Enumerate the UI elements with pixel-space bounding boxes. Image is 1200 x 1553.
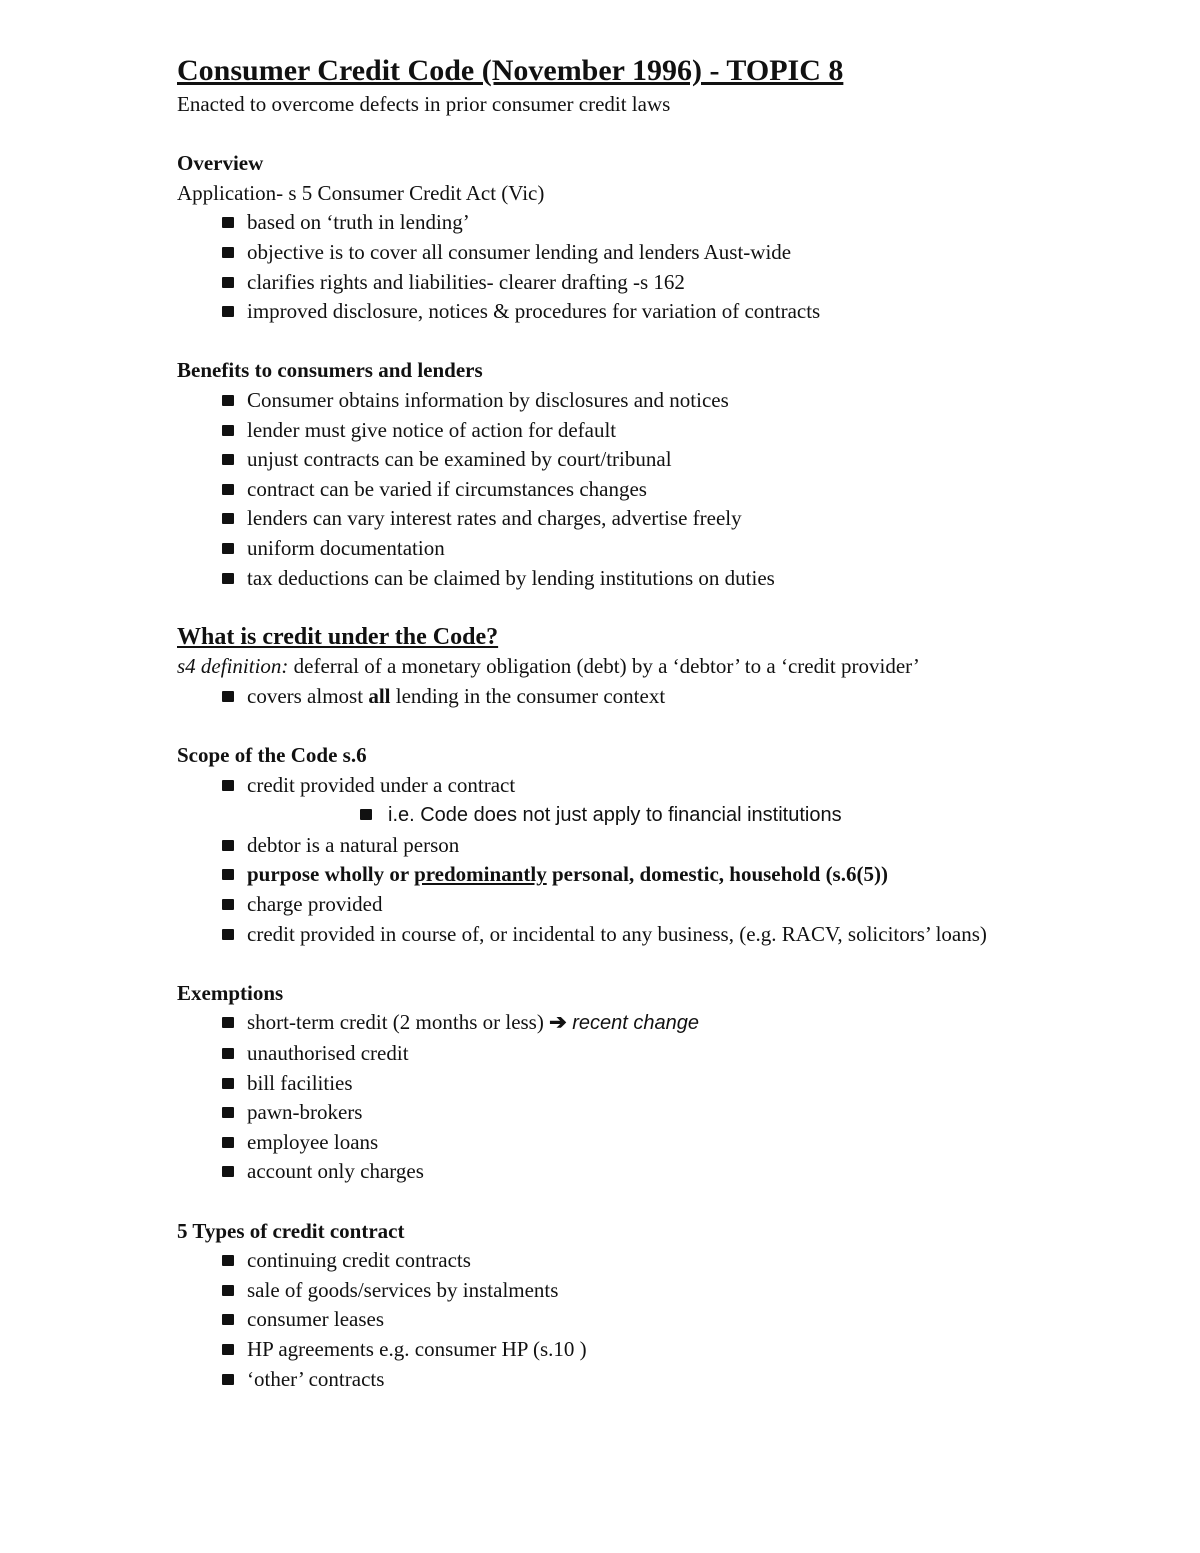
square-bullet-icon [222,277,234,288]
types-list [177,1246,1057,1394]
square-bullet-icon [222,425,234,436]
spacer [177,711,1057,741]
sub-list-item: i.e. Code does not just apply to financial institutions [177,800,1057,831]
list-item: based on ‘truth in lending’ [177,208,1057,238]
credit-list [177,682,1057,712]
square-bullet-icon [222,1137,234,1148]
square-bullet-icon [222,1374,234,1385]
square-bullet-icon [222,929,234,940]
square-bullet-icon [222,1078,234,1089]
square-bullet-icon [222,1107,234,1118]
list-item: contract can be varied if circumstances changes [177,475,1057,505]
list-item: objective is to cover all consumer lending and lenders Aust-wide [177,238,1057,268]
square-bullet-icon [360,809,372,820]
square-bullet-icon [222,1166,234,1177]
document-subtitle: Enacted to overcome defects in prior consumer credit laws [177,92,671,116]
list-item: charge provided [177,890,1057,920]
credit-heading: What is credit under the Code? [177,623,499,650]
square-bullet-icon [222,247,234,258]
square-bullet-icon [222,899,234,910]
overview-list [177,208,1057,326]
list-item: credit provided in course of, or incidental to any business, (e.g. RACV, solicitors’ loans) [177,920,1037,950]
spacer [177,327,1057,357]
spacer [177,949,1057,979]
list-item: unauthorised credit [177,1039,1057,1069]
list-item: clarifies rights and liabilities- clearer drafting -s 162 [177,268,1057,298]
square-bullet-icon [222,1017,234,1028]
square-bullet-icon [222,1314,234,1325]
spacer [177,120,1057,150]
list-item: ‘other’ contracts [177,1365,1057,1395]
scope-heading: Scope of the Code s.6 [177,743,367,768]
square-bullet-icon [222,1285,234,1296]
list-item: account only charges [177,1157,1057,1187]
overview-heading: Overview [177,151,264,176]
square-bullet-icon [222,780,234,791]
arrow-right-icon: ➔ [549,1010,567,1035]
square-bullet-icon [222,840,234,851]
definition-text: deferral of a monetary obligation (debt) by a ‘debtor’ to a ‘credit provider’ [288,654,920,679]
list-item: employee loans [177,1128,1057,1158]
document-page [177,52,1057,1394]
exemptions-list [177,1008,1057,1187]
square-bullet-icon [222,454,234,465]
benefits-list [177,386,1057,593]
types-heading: 5 Types of credit contract [177,1218,405,1243]
square-bullet-icon [222,543,234,554]
scope-list [177,771,1057,950]
list-item: purpose wholly or predominantly personal, domestic, household (s.6(5)) [177,860,1057,890]
benefits-heading: Benefits to consumers and lenders [177,358,483,383]
list-item: debtor is a natural person [177,831,1057,861]
square-bullet-icon [222,484,234,495]
spacer [177,1187,1057,1217]
list-item: consumer leases [177,1305,1057,1335]
credit-definition [177,652,1057,682]
list-item: improved disclosure, notices & procedures for variation of contracts [177,297,1057,327]
document-title: Consumer Credit Code (November 1996) - TOPIC 8 [177,54,844,87]
list-item: lender must give notice of action for default [177,416,1057,446]
list-item: lenders can vary interest rates and charges, advertise freely [177,504,1057,534]
definition-label: s4 definition: [177,654,289,679]
list-item: unjust contracts can be examined by court/tribunal [177,445,1057,475]
list-item: pawn-brokers [177,1098,1057,1128]
exemptions-heading: Exemptions [177,980,284,1005]
overview-application: Application- s 5 Consumer Credit Act (Vic) [177,180,545,205]
list-item: sale of goods/services by instalments [177,1276,1057,1306]
square-bullet-icon [222,1344,234,1355]
spacer [177,593,1057,623]
list-item: short-term credit (2 months or less) ➔ recent change [177,1008,1057,1039]
list-item: Consumer obtains information by disclosures and notices [177,386,1057,416]
square-bullet-icon [222,513,234,524]
list-item: HP agreements e.g. consumer HP (s.10 ) [177,1335,1057,1365]
square-bullet-icon [222,306,234,317]
square-bullet-icon [222,395,234,406]
list-item: bill facilities [177,1069,1057,1099]
square-bullet-icon [222,869,234,880]
square-bullet-icon [222,1048,234,1059]
square-bullet-icon [222,217,234,228]
list-item: covers almost all lending in the consumer context [177,682,1057,712]
list-item: continuing credit contracts [177,1246,1057,1276]
square-bullet-icon [222,691,234,702]
square-bullet-icon [222,1255,234,1266]
list-item: credit provided under a contract [177,771,1057,801]
square-bullet-icon [222,573,234,584]
list-item: tax deductions can be claimed by lending institutions on duties [177,564,1057,594]
list-item: uniform documentation [177,534,1057,564]
